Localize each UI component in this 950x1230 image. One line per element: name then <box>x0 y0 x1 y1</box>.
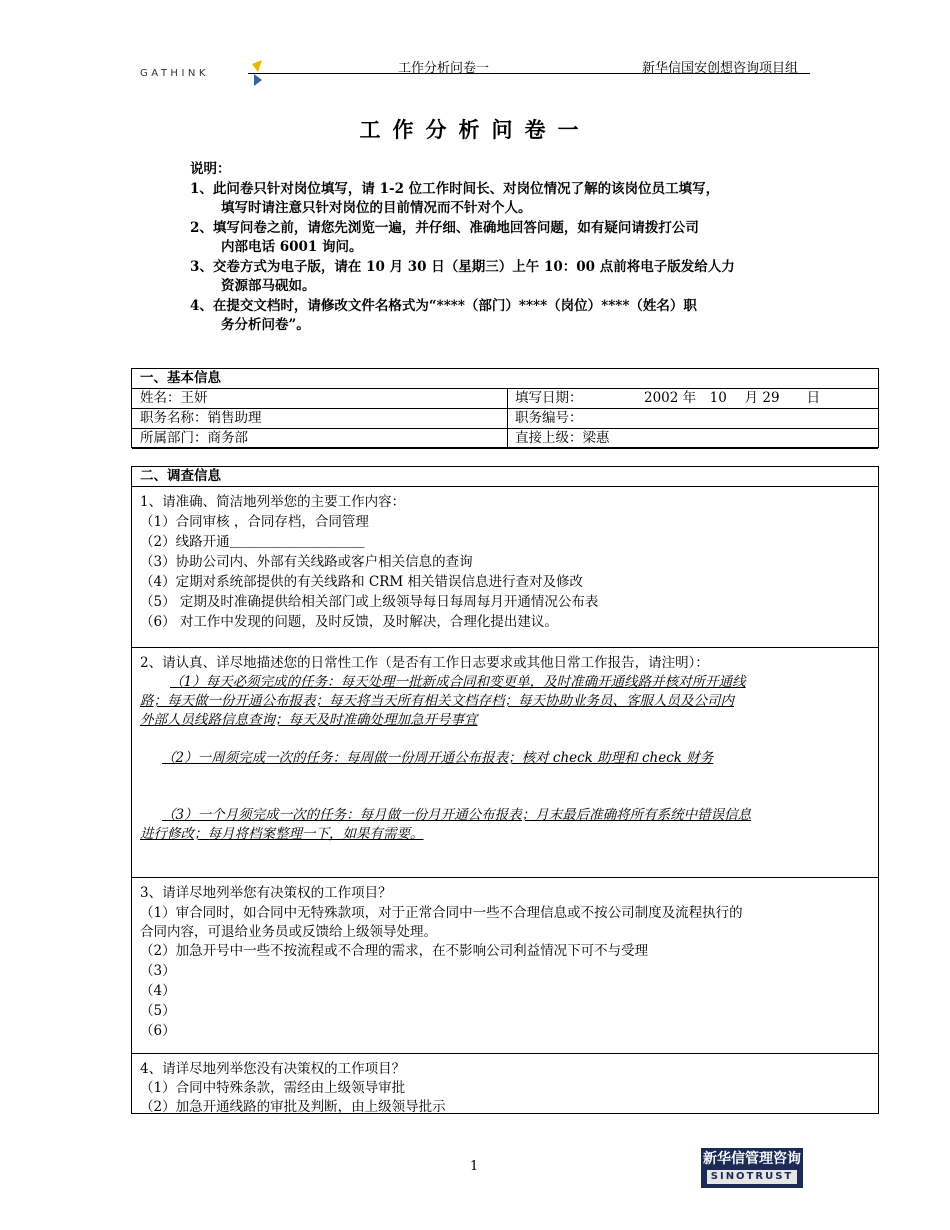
q2-question: 2、请认真、详尽地描述您的日常性工作（是否有工作日志要求或其他日常工作报告，请注明）： <box>140 655 709 671</box>
question-1 <box>132 487 878 648</box>
instruction-2a: 2、填写问卷之前，请您先浏览一遍，并仔细、准确地回答问题，如有疑问请拨打公司 <box>190 219 699 236</box>
page-number: 1 <box>470 1159 479 1174</box>
instructions-heading: 说明： <box>190 161 231 177</box>
q2-daily-1: （1）每天必须完成的任务：每天处理一批新成合同和变更单，及时准确开通线路并核对所开通线 <box>170 674 746 690</box>
q2-daily-2: 路；每天做一份开通公布报表；每天将当天所有相关文档存档；每天协助业务员、客服人员及公司内 <box>140 693 734 709</box>
q3-question: 3、请详尽地列举您有决策权的工作项目？ <box>140 885 392 901</box>
instructions <box>190 160 830 336</box>
q2-daily-3: 外部人员线路信息查询；每天及时准确处理加急开号事宜 <box>140 712 478 728</box>
fill-date-value: 2002 年 10 月 29 日 <box>644 390 821 406</box>
q3-answer-1b: 合同内容，可退给业务员或反馈给上级领导处理。 <box>140 924 437 940</box>
department-field: 所属部门：商务部 <box>140 430 248 446</box>
q1-answer-5: （5） 定期及时准确提供给相关部门或上级领导每日每周每月开通情况公布表 <box>140 594 599 610</box>
table-row <box>132 409 878 429</box>
instruction-3b: 资源部马砚如。 <box>221 278 316 294</box>
name-field: 姓名：王妍 <box>140 390 208 406</box>
instruction-4a: 4、在提交文档时，请修改文件名格式为“****（部门）****（岗位）****（姓名）职 <box>190 297 697 314</box>
survey-title-row <box>132 467 878 487</box>
basic-info-table <box>131 368 879 448</box>
stamp-cn: 新华信管理咨询 <box>703 1151 801 1167</box>
column-divider <box>507 388 508 447</box>
header-right-title: 新华信国安创想咨询项目组 <box>642 61 799 76</box>
survey-table <box>131 466 879 1114</box>
q3-answer-1a: （1）审合同时，如合同中无特殊款项，对于正常合同中一些不合理信息或不按公司制度及流程执行的 <box>140 905 743 921</box>
q4-answer-2: （2）加急开通线路的审批及判断，由上级领导批示 <box>140 1099 446 1115</box>
logo-text: GATHINK <box>140 68 209 79</box>
fill-date-label: 填写日期： <box>515 390 583 406</box>
q3-answer-5: （5） <box>140 1003 176 1019</box>
gathink-logo <box>140 60 270 88</box>
q1-answer-1: （1）合同审核 ，合同存档，合同管理 <box>140 514 369 530</box>
instruction-2b: 内部电话 6001 询问。 <box>221 239 363 255</box>
question-3 <box>132 878 878 1054</box>
logo-blue-mark <box>254 74 262 86</box>
gathink-logo-graphic <box>140 60 270 88</box>
stamp-en: SINOTRUST <box>707 1170 797 1184</box>
sinotrust-logo <box>701 1148 803 1188</box>
q1-answer-6: （6） 对工作中发现的问题，及时反馈，及时解决，合理化提出建议。 <box>140 614 558 630</box>
q4-answer-1: （1）合同中特殊条款，需经由上级领导审批 <box>140 1080 406 1096</box>
question-4 <box>132 1054 878 1113</box>
page-title: 工作分析问卷一 <box>359 117 591 142</box>
job-number-field: 职务编号： <box>515 410 583 426</box>
q1-answer-3: （3）协助公司内、外部有关线路或客户相关信息的查询 <box>140 554 473 570</box>
q1-answer-2: （2）线路开通＿＿＿＿＿＿＿＿＿＿ <box>140 534 365 550</box>
q3-answer-2: （2）加急开号中一些不按流程或不合理的需求，在不影响公司利益情况下可不与受理 <box>140 943 649 959</box>
q2-weekly: （2）一周须完成一次的任务：每周做一份周开通公布报表；核对 check 助理和 check 财务 <box>162 750 714 766</box>
q3-answer-3: （3） <box>140 963 176 979</box>
supervisor-field: 直接上级：梁惠 <box>515 430 610 446</box>
q1-answer-4: （4）定期对系统部提供的有关线路和 CRM 相关错误信息进行查对及修改 <box>140 574 583 590</box>
table-row <box>132 389 878 409</box>
question-2 <box>132 648 878 878</box>
q3-answer-6: （6） <box>140 1023 176 1039</box>
survey-title: 二、调查信息 <box>140 468 221 484</box>
instruction-1a: 1、此问卷只针对岗位填写，请 1-2 位工作时间长、对岗位情况了解的该岗位员工填写， <box>190 180 720 197</box>
instruction-3a: 3、交卷方式为电子版，请在 10 月 30 日（星期三）上午 10：00 点前将电子版发给人力 <box>190 258 735 275</box>
header-center-title: 工作分析问卷一 <box>398 61 490 76</box>
q2-monthly-2: 进行修改；每月将档案整理一下，如果有需要。 <box>140 826 424 842</box>
basic-info-title-row <box>132 369 878 389</box>
q1-question: 1、请准确、简洁地列举您的主要工作内容： <box>140 494 406 510</box>
q3-answer-4: （4） <box>140 983 176 999</box>
instruction-4b: 务分析问卷”。 <box>221 317 310 333</box>
q2-monthly-1: （3）一个月须完成一次的任务：每月做一份月开通公布报表；月末最后准确将所有系统中错误信息 <box>162 807 752 823</box>
job-title-field: 职务名称：销售助理 <box>140 410 262 426</box>
table-row <box>132 429 878 449</box>
q4-question: 4、请详尽地列举您没有决策权的工作项目？ <box>140 1061 406 1077</box>
instruction-1b: 填写时请注意只针对岗位的目前情况而不针对个人。 <box>221 200 532 216</box>
logo-yellow-mark <box>252 60 262 72</box>
basic-info-title: 一、基本信息 <box>140 370 221 386</box>
header-rule <box>248 73 810 74</box>
